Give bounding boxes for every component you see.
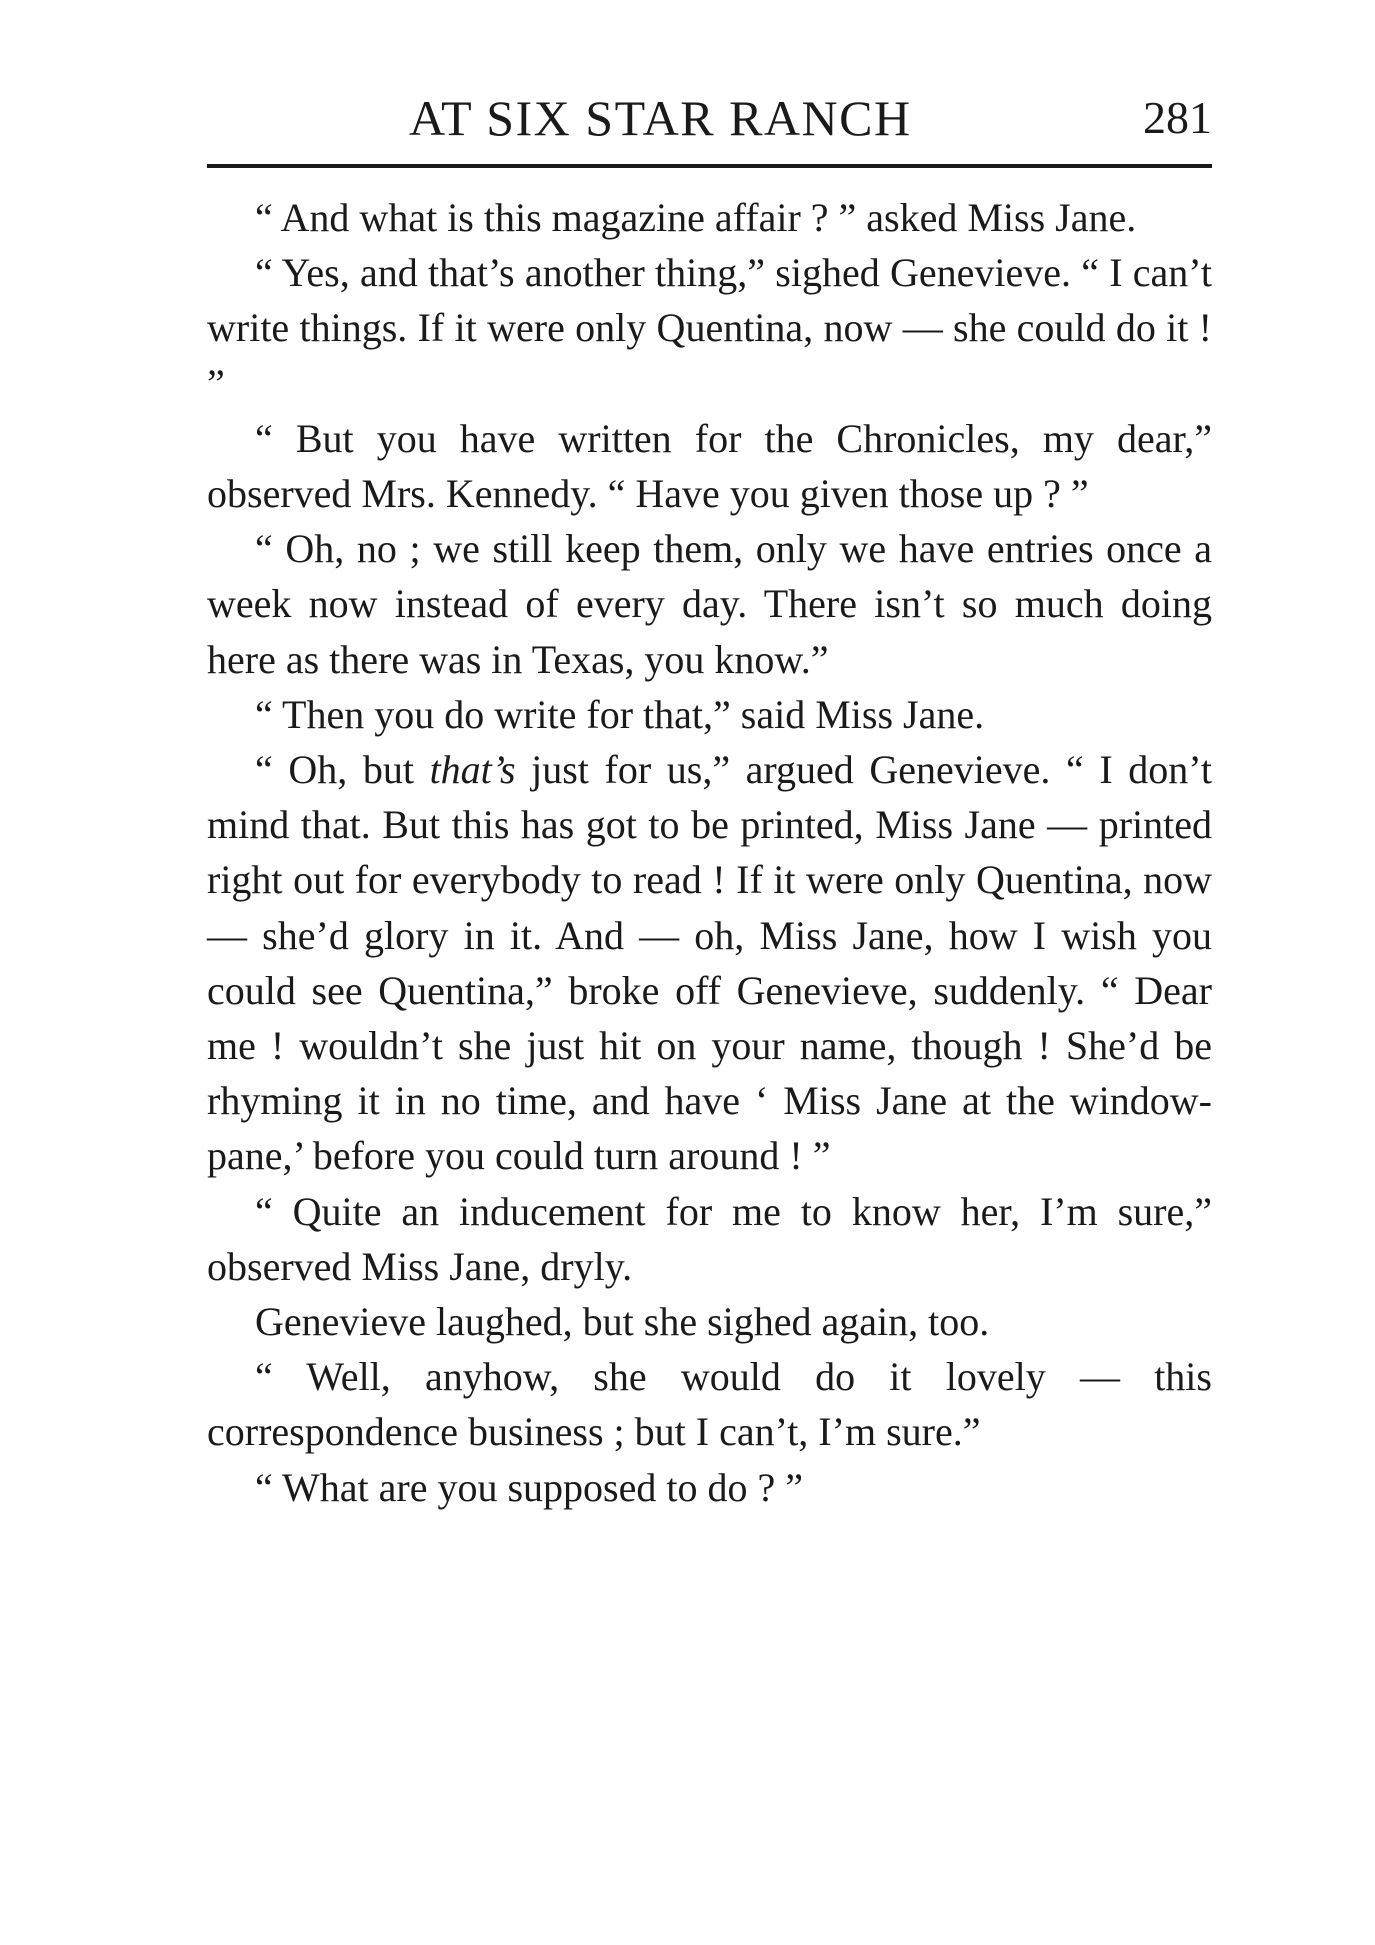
body-text	[207, 190, 1212, 1515]
paragraph-text: just for us,” argued Genevieve. “ I don’t mind that. But this has got to be printed, Miss Jane — printed right out for everybody to read ! If it were only Quentina, now — she’d glory in it. And — oh, Miss Jane, how I wish you could see Quentina,” broke off Genevieve, suddenly. “ Dear me ! wouldn’t she just hit on your name, though ! She’d be rhyming it in no time, and have ‘ Miss Jane at the window-pane,’ before you could turn around ! ”	[207, 747, 1212, 1179]
page-number: 281	[1143, 92, 1212, 143]
paragraph: “ Oh, no ; we still keep them, only we have entries once a week now instead of every day. There isn’t so much doing here as there was in Texas, you know.”	[207, 526, 1212, 682]
running-head	[207, 86, 1212, 150]
paragraph: “ Then you do write for that,” said Miss Jane.	[255, 691, 985, 737]
paragraph: “ Well, anyhow, she would do it lovely — this correspondence business ; but I can’t, I’m sure.”	[207, 1354, 1212, 1455]
italic-emphasis: that’s	[429, 747, 516, 793]
paragraph: “ But you have written for the Chronicles, my dear,” observed Mrs. Kennedy. “ Have you given those up ? ”	[207, 415, 1212, 517]
paragraph-text: “ Oh, but	[255, 747, 430, 793]
header-rule	[207, 164, 1212, 168]
running-title: AT SIX STAR RANCH	[409, 90, 912, 146]
paragraph: Genevieve laughed, but she sighed again, too.	[255, 1299, 990, 1345]
paragraph: “ What are you supposed to do ? ”	[255, 1464, 803, 1510]
paragraph: “ Yes, and that’s another thing,” sighed Genevieve. “ I can’t write things. If it were only Quentina, now — she could do it ! ”	[207, 250, 1212, 406]
paragraph: “ Quite an inducement for me to know her, I’m sure,” observed Miss Jane, dryly.	[207, 1188, 1212, 1289]
paragraph	[207, 742, 1212, 1184]
paragraph: “ And what is this magazine affair ? ” asked Miss Jane.	[255, 195, 1137, 240]
